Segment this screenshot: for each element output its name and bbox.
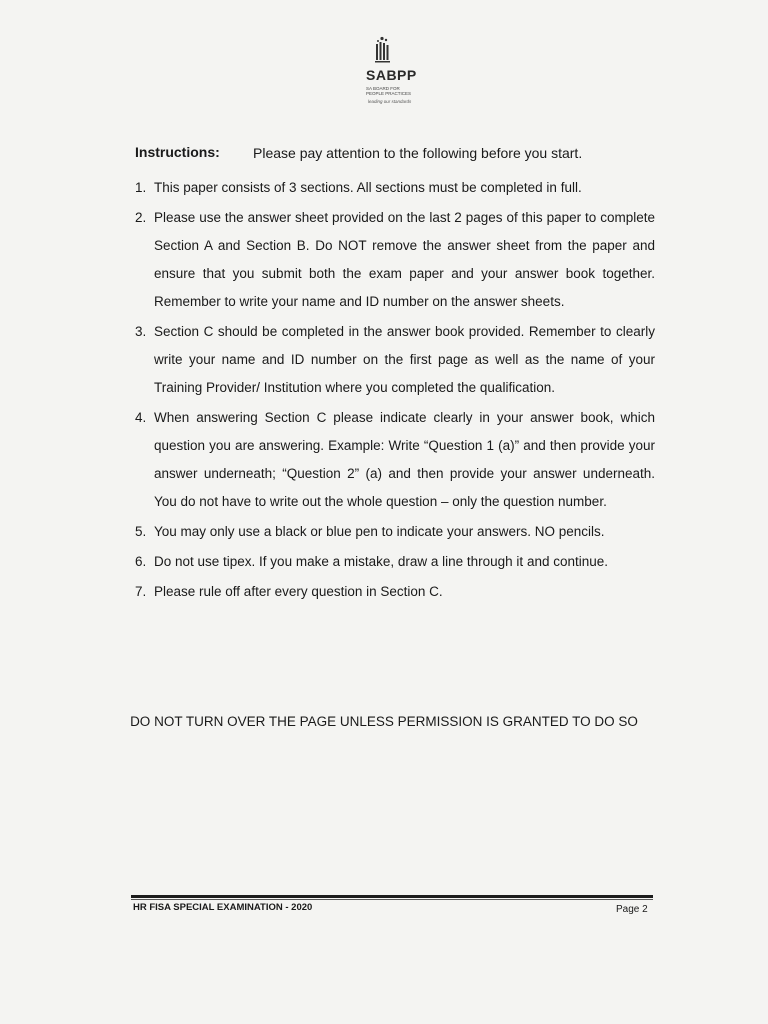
item-number: 3. [135,324,147,339]
item-number: 6. [135,554,147,569]
list-item [135,318,655,402]
item-number: 5. [135,524,147,539]
permission-notice: DO NOT TURN OVER THE PAGE UNLESS PERMISSION IS GRANTED TO DO SO [130,714,638,729]
item-text: Section C should be completed in the answer book provided. Remember to clearly write your name and ID number on the first page as well as the name of your Training Provider/ Institution where you completed the qualification. [154,324,655,395]
instructions-label: Instructions: [135,144,220,160]
logo-subtitle-line1: SA BOARD FOR [366,86,400,91]
list-item [135,548,655,576]
list-item [135,204,655,316]
item-number: 2. [135,210,147,225]
list-item [135,174,655,202]
instructions-intro: Please pay attention to the following before you start. [253,145,583,161]
item-text: When answering Section C please indicate clearly in your answer book, which question you are answering. Example: Write “Question 1 (a)” and then provide your answer underneath; “Question 2” (a) and then provide your answer underneath. You do not have to write out the whole question – only the question number. [154,410,655,509]
footer-page-number: Page 2 [616,904,648,915]
item-text: Please rule off after every question in Section C. [154,584,443,599]
logo-subtitle-line2: PEOPLE PRACTICES [366,91,412,96]
item-number: 1. [135,180,147,195]
sabpp-logo-icon [372,36,396,66]
list-item [135,518,655,546]
item-number: 7. [135,584,147,599]
sabpp-logo [366,36,446,111]
footer-exam-title: HR FISA SPECIAL EXAMINATION - 2020 [133,902,313,913]
list-item [135,578,655,606]
instructions-list [135,174,655,608]
list-item [135,404,655,516]
item-text: Do not use tipex. If you make a mistake, draw a line through it and continue. [154,554,609,569]
item-text: You may only use a black or blue pen to indicate your answers. NO pencils. [154,524,605,539]
item-number: 4. [135,410,147,425]
footer-divider [131,895,653,898]
logo-tagline: leading our standards [368,99,412,104]
logo-name: SABPP [366,67,417,83]
footer-divider-thin [131,899,653,900]
item-text: This paper consists of 3 sections. All sections must be completed in full. [154,180,582,195]
item-text: Please use the answer sheet provided on the last 2 pages of this paper to complete Section A and Section B. Do NOT remove the answer sheet from the paper and ensure that you submit both the exam paper and your answer book together. Remember to write your name and ID number on the answer sheets. [154,210,655,309]
